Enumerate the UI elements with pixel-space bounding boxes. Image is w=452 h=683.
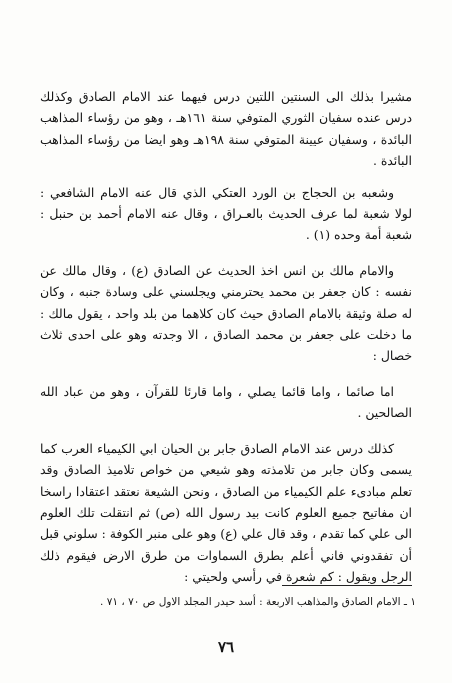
- body-text: [40, 86, 412, 602]
- footnote: ١ ـ الامام الصادق والمذاهب الاربعة : أسد حيدر المجلد الاول ص ٧٠ ، ٧١ .: [100, 596, 416, 608]
- footnote-divider: [282, 585, 412, 586]
- paragraph-shuba: وشعبه بن الحجاج بن الورد العتكي الذي قال عنه الامام الشافعي : لولا شعبة لما عرف الحديث بالعـراق ، وقال عنه الامام أحمد بن حنبل : شعبة أمة وحده (١) .: [40, 184, 412, 243]
- page-number: ٧٦: [217, 638, 235, 656]
- paragraph-malik: والامام مالك بن انس اخذ الحديث عن الصادق (ع) ، وقال مالك عن نفسه : كان جعفر بن محمد يحترمني ويجلسني على وسادة جنبه ، وكان له صلة وثيقة بالامام الصادق حيث كان كلاهما من بلد واحد ، يقول مالك : ما دخلت على جعفر بن محمد الصادق ، الا وجدته وهو على احدى ثلاث خصال :: [40, 262, 412, 364]
- paragraph-continued: مشيرا بذلك الى السنتين اللتين درس فيهما عند الامام الصادق وكذلك درس عنده سفيان الثوري المتوفي سنة ١٦١هـ ، وهو من رؤساء المذاهب البائدة ، وسفيان عيينة المتوفي سنة ١٩٨هـ وهو ايضا من رؤساء المذاهب البائدة .: [40, 89, 412, 169]
- paragraph-jabir: كذلك درس عند الامام الصادق جابر بن الحيان ابي الكيمياء العرب كما يسمى وكان جابر من تلامذته وهو شيعي من خواص تلاميذ الصادق وقد تعلم مبادىء علم الكيمياء من الصادق ، ونحن الشيعة نعتقد اعتقادا راسخا ان مفاتيح جميع العلوم كانت بيد رسول الله (ص) ثم انتقلت تلك العلوم الى علي كما تقدم ، وقد قال علي (ع) وهو على منبر الكوفة : سلوني قبل أن تفقدوني فاني أعلم بطرق السماوات من طرق الارض فيقوم ذلك الرجل ويقول : كم شعرة في رأسي ولحيتي :: [40, 440, 412, 585]
- paragraph-quote: اما صائما ، واما قائما يصلي ، واما قارئا للقرآن ، وهو من عباد الله الصالحين .: [40, 383, 412, 421]
